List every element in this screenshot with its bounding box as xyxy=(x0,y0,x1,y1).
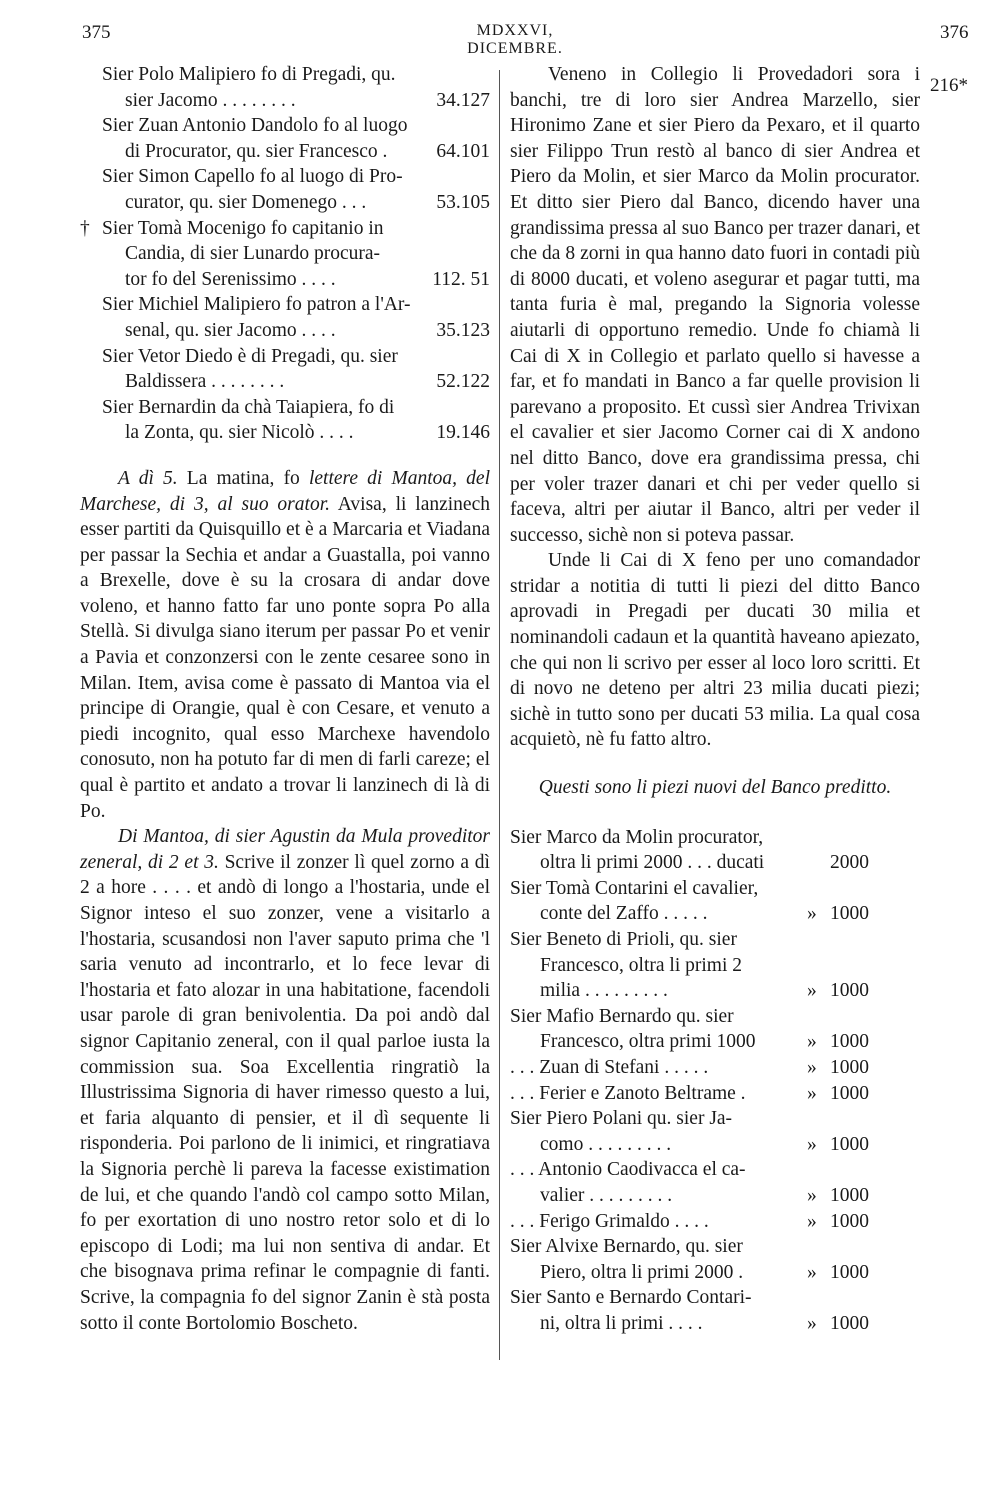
entry-line: tor fo del Serenissimo . . . . xyxy=(125,268,336,290)
list-item xyxy=(510,1209,920,1235)
list-item xyxy=(510,1055,920,1081)
entry-line: Sier Zuan Antonio Dandolo fo al luogo xyxy=(102,115,408,137)
column-divider xyxy=(499,70,500,1360)
entry-line: Sier Tomà Contarini el cavalier, xyxy=(510,877,759,899)
ditto-mark: » xyxy=(807,1031,817,1053)
entry-line: curator, qu. sier Domenego . . . xyxy=(125,191,367,213)
entry-line: la Zonta, qu. sier Nicolò . . . . xyxy=(125,422,354,444)
entry-line: conte del Zaffo . . . . . xyxy=(540,903,708,925)
vote-count: 34.127 xyxy=(436,89,490,111)
amount: 2000 xyxy=(830,852,869,874)
entry-line: valier . . . . . . . . . xyxy=(540,1184,673,1206)
vote-count: 19.146 xyxy=(436,422,490,444)
paragraph-text: La matina, fo xyxy=(177,467,309,489)
list-item xyxy=(510,876,920,927)
vote-count: 64.101 xyxy=(436,140,490,162)
ditto-mark: » xyxy=(807,1082,817,1104)
ditto-mark: » xyxy=(807,903,817,925)
paragraph xyxy=(80,466,490,824)
running-title: MDXXVI, DICEMBRE. xyxy=(467,22,563,57)
list-item xyxy=(510,1157,920,1208)
amount: 1000 xyxy=(830,1133,869,1155)
page-number-right: 376 xyxy=(940,22,969,43)
entry-line: . . . Antonio Caodivacca el ca- xyxy=(510,1159,746,1181)
vote-count: 52.122 xyxy=(436,371,490,393)
list-item xyxy=(510,1234,920,1285)
entry-line: Francesco, oltra primi 1000 xyxy=(540,1031,756,1053)
entry-line: Sier Marco da Molin procurator, xyxy=(510,826,764,848)
amount: 1000 xyxy=(830,903,869,925)
paragraph: Veneno in Collegio li Provedadori sora i banchi, tre di loro sier Andrea Marzello, sier Hironimo Zane et sier Piero da Pexaro, et il quarto sier Filippo Trun restò al banco di sier Andrea et Piero da Molin, et sier Marco da Molin procurator. Et ditto sier Piero dal Banco, dicendo haver una grandissima pressa al suo Banco per trazer danari, et che da 8 zorni in qua hanno dato fuori in contadi più di 8000 ducati, et voleno asegurar et pagar tutti, ma tanta furia è mal, pregando la Signoria volesse aiutarli di opportuno remedio. Unde fo chiamà li Cai di X in Collegio et parlato quello si havesse a far, et fo mandati in Banco a far quelle provision li parevano a proposito. Et cussì sier Andrea Trivixan el cavalier et sier Jacomo Corner cai di X andono nel ditto Banco, dove era grandissima pressa, chi per voler trazer danari et chi per veder quello si faceva, altri per aiutar il Banco, altri per veder il successo, sichè non si poteva passar. xyxy=(510,64,920,546)
list-item xyxy=(510,1285,920,1336)
list-item xyxy=(510,1106,920,1157)
amount: 1000 xyxy=(830,1184,869,1206)
pieces-heading: Questi sono li piezi nuovi del Banco preditto. xyxy=(538,777,892,799)
entry-line: . . . Ferigo Grimaldo . . . . xyxy=(510,1210,709,1232)
list-item xyxy=(80,344,490,395)
entry-line: milia . . . . . . . . . xyxy=(540,980,668,1002)
list-item xyxy=(80,395,490,446)
italic-lead: A dì 5. xyxy=(118,467,178,489)
entry-line: ni, oltra li primi . . . . xyxy=(540,1312,703,1334)
entry-line: Sier Mafio Bernardo qu. sier xyxy=(510,1005,734,1027)
pieces-list xyxy=(510,825,920,1337)
entry-line: Sier Piero Polani qu. sier Ja- xyxy=(510,1108,733,1130)
entry-line: Sier Tomà Mocenigo fo capitanio in xyxy=(102,217,384,239)
ditto-mark: » xyxy=(807,1261,817,1283)
paragraph xyxy=(80,824,490,1336)
amount: 1000 xyxy=(830,1210,869,1232)
amount: 1000 xyxy=(830,1082,869,1104)
list-item xyxy=(80,62,490,113)
entry-line: sier Jacomo . . . . . . . . xyxy=(125,89,296,111)
italic-phrase: lettere di Mantoa, del Marchese, di 3, al suo orator. xyxy=(80,467,490,515)
entry-line: Sier Michiel Malipiero fo patron a l'Ar- xyxy=(102,294,411,316)
right-paragraphs xyxy=(510,62,920,753)
list-item xyxy=(510,825,920,876)
entry-line: Sier Simon Capello fo al luogo di Pro- xyxy=(102,166,403,188)
entry-line: Sier Alvixe Bernardo, qu. sier xyxy=(510,1236,743,1258)
ditto-mark: » xyxy=(807,980,817,1002)
list-item xyxy=(510,927,920,1004)
amount: 1000 xyxy=(830,980,869,1002)
ditto-mark: » xyxy=(807,1056,817,1078)
entry-line: Sier Beneto di Prioli, qu. sier xyxy=(510,929,737,950)
right-column xyxy=(510,62,920,1337)
cross-mark: † xyxy=(80,217,90,239)
entry-line: Candia, di sier Lunardo procura- xyxy=(125,243,381,265)
italic-lead: Di Mantoa, di sier Agustin da Mula proveditor zeneral, di 2 et 3. xyxy=(80,826,490,873)
left-paragraphs xyxy=(80,466,490,1336)
entry-line: Baldissera . . . . . . . . xyxy=(125,371,285,393)
entry-line: oltra li primi 2000 . . . ducati xyxy=(540,852,765,874)
entry-line: Sier Bernardin da chà Taiapiera, fo di xyxy=(102,396,395,418)
left-column xyxy=(80,62,490,1336)
entry-line: Sier Santo e Bernardo Contari- xyxy=(510,1287,752,1309)
entry-line: Piero, oltra li primi 2000 . xyxy=(540,1261,744,1283)
amount: 1000 xyxy=(830,1312,869,1334)
entry-line: como . . . . . . . . . xyxy=(540,1133,672,1155)
margin-number: 216* xyxy=(930,75,968,96)
entry-line: Sier Polo Malipiero fo di Pregadi, qu. xyxy=(102,64,396,85)
vote-count: 53.105 xyxy=(436,191,490,213)
amount: 1000 xyxy=(830,1056,869,1078)
paragraph-text: Scrive il zonzer lì quel zorno a dì 2 a hore . . . . et andò di longo a l'hostaria, unde el Signor inteso el suo zonzer, vene a visitarlo a l'hostaria, scusandosi non l'aver saputo prima che 'l saria venuto ad incontrarlo, et lo fece levar di l'hostaria et fato alozar in una habitatione, facendoli usar parole di gran benivolentia. Da poi andò dal signor Capitanio zeneral, con il qual parloe iusta la commission sua. Soa Excellentia ringratiò la Illustrissima Signoria di haver rimesso questo a lui, et faria alquanto di pensier, et il dì sequente li risponderia. Poi parlono de li inimici, et ringratiava la Signoria perchè li pareva la facesse existimation de lui, et che quando l'andò col campo sotto Milan, fo per exortation di uno nostro retor solo et di lo episcopo di Lodi; ma lui non sentiva di andar. Et che bisognava prima refinar le compagnie di fanti. Scrive, la compagnia fo del signor Zanin è stà posta sotto il conte Bortolomio Boscheto. xyxy=(80,851,490,1334)
list-item xyxy=(80,292,490,343)
list-item xyxy=(510,1081,920,1107)
entry-line: . . . Zuan di Stefani . . . . . xyxy=(510,1056,709,1078)
vote-count: 35.123 xyxy=(436,319,490,341)
vote-count: 112. 51 xyxy=(432,268,490,290)
entry-line: di Procurator, qu. sier Francesco . xyxy=(125,140,388,162)
list-item xyxy=(80,164,490,215)
list-item xyxy=(510,1004,920,1055)
entry-line: senal, qu. sier Jacomo . . . . xyxy=(125,319,336,341)
entry-line: Sier Vetor Diedo è di Pregadi, qu. sier xyxy=(102,345,398,367)
ditto-mark: » xyxy=(807,1312,817,1334)
amount: 1000 xyxy=(830,1261,869,1283)
amount: 1000 xyxy=(830,1031,869,1053)
election-list xyxy=(80,62,490,446)
ditto-mark: » xyxy=(807,1184,817,1206)
list-item xyxy=(80,216,490,293)
ditto-mark: » xyxy=(807,1133,817,1155)
entry-line: . . . Ferier e Zanoto Beltrame . xyxy=(510,1082,746,1104)
entry-line: Francesco, oltra li primi 2 xyxy=(540,954,742,976)
page-number-left: 375 xyxy=(82,22,111,43)
list-item xyxy=(80,113,490,164)
paragraph-text: Avisa, li lanzinech esser partiti da Quisquillo et è a Marcaria et Viadana per passar la Sechia et andar a Guastalla, poi vanno a Brexelle, dove è su la crosara di andar dove voleno, et hanno fatto far uno ponte sopra Po alla Stellà. Si divulga siano iterum per passar Po et venir a Pavia et conzonzersi con le zente cesaree sono in Milan. Item, avisa come è passato di Mantoa via el principe di Orangie, qual è con Cesare, et venuto a piedi incognito, qual esso Marchexe havendolo conosuto, non ha potuto far di men di farli careze; el qual è partito et andato a trovar li lanzinech di là di Po. xyxy=(80,493,490,822)
paragraph: Unde li Cai di X feno per uno comandador stridar a notitia di tutti li piezi del ditto Banco aprovadi in Pregadi per ducati 30 milia et nominandoli cadaun et la quantità haveano apiezato, che qui non li scrivo per esser al loco loro scritti. Et di novo ne deteno per altri 23 milia ducati piezi; sichè in tutto sono per ducati 53 milia. La qual cosa acquietò, nè fu fatto altro. xyxy=(510,550,920,751)
ditto-mark: » xyxy=(807,1210,817,1232)
